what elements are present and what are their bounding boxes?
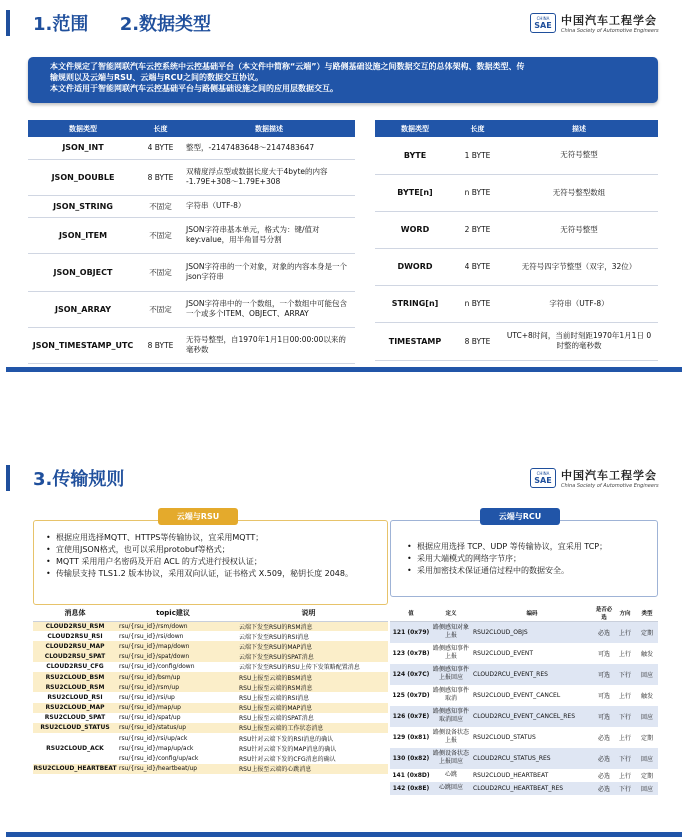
cell-type: WORD — [375, 211, 455, 248]
cell-kind: 回应 — [636, 782, 658, 795]
cell-desc: JSON字符串基本单元，格式为：键/值对 key:value，用半角冒号分割 — [183, 217, 355, 253]
sae-badge-icon — [530, 13, 556, 33]
cell-type: BYTE — [375, 137, 455, 174]
cell-kind: 定期 — [640, 772, 653, 780]
table-row — [33, 621, 388, 631]
cell-type: JSON_DOUBLE — [28, 159, 138, 195]
logo-badge-top: CHINA — [536, 471, 550, 476]
intro-line: 输规则以及云端与RSU、云端与RCU之间的数据交互协议。 — [50, 73, 263, 82]
table-row — [33, 652, 388, 662]
logo-badge-sae: SAE — [534, 21, 552, 30]
col-header: 方向 — [614, 605, 636, 622]
cell-definition: 路侧设备状态上报 — [432, 729, 469, 744]
cell-required: 可选 — [594, 706, 614, 727]
cell-desc: 无符号四字节整型（双字，32位） — [500, 248, 658, 285]
cell-definition: 心跳回应 — [432, 782, 470, 795]
col-header: 数据描述 — [183, 120, 355, 137]
cell-desc: RSU针对云端下发的MAP消息的确认 — [239, 745, 337, 753]
col-header: topic建议 — [117, 605, 229, 621]
cell-value: 125 (0x7D) — [392, 691, 430, 699]
cell-desc: RSU上报至云端的RSM消息 — [229, 682, 388, 692]
cell-length: 不固定 — [138, 195, 183, 217]
list-item: • 根据应用选择MQTT、HTTPS等传输协议，宜采用MQTT； — [44, 532, 379, 544]
cell-type: JSON_ITEM — [28, 217, 138, 253]
cell-code: RSU2CLOUD_EVENT — [473, 649, 534, 657]
cell-desc: 云端下发至RSU的RSM消息 — [229, 621, 388, 631]
rcu-rules-list — [405, 541, 655, 577]
cell-topic: rsu/{rsu_id}/rsm/up — [117, 682, 229, 692]
cell-direction: 上行 — [618, 772, 631, 780]
cell-code: RSU2CLOUD_STATUS — [473, 733, 536, 741]
cell-desc: 无符号整型 — [500, 211, 658, 248]
cell-message: CLOUD2RSU_CFG — [46, 663, 104, 671]
table-row — [375, 285, 658, 322]
cell-kind: 触发 — [640, 692, 653, 700]
table-row — [375, 322, 658, 360]
csae-logo — [530, 467, 659, 489]
cell-desc: RSU上报至云端的SPAT消息 — [239, 715, 314, 723]
table-row — [28, 327, 355, 363]
cell-direction: 下行 — [614, 748, 636, 769]
cell-topic: rsu/{rsu_id}/rsi/up — [119, 693, 175, 701]
logo-en-name: China Society of Automotive Engineers — [561, 28, 659, 34]
table-row — [375, 137, 658, 174]
table-row — [28, 291, 355, 327]
cell-code: CLOUD2RCU_HEARTBEAT_RES — [470, 782, 594, 795]
cell-desc: RSU针对云端下发的CFG消息的确认 — [239, 756, 336, 764]
cell-topic: rsu/{rsu_id}/heartbeat/up — [117, 764, 229, 774]
cell-topic: rsu/{rsu_id}/map/down — [117, 641, 229, 651]
cell-kind: 定期 — [640, 734, 653, 742]
col-header: 定义 — [432, 605, 470, 622]
cell-message: RSU2CLOUD_BSM — [33, 672, 117, 682]
title-accent-bar — [6, 465, 10, 491]
cell-message — [33, 753, 117, 763]
cell-desc: 无符号整型数组 — [500, 174, 658, 211]
cell-desc: 云端下发至RSU的MAP消息 — [229, 641, 388, 651]
slide-title: 3.传输规则 — [33, 469, 125, 490]
table-row — [28, 195, 355, 217]
cell-definition: 心跳 — [444, 771, 457, 778]
cell-message: CLOUD2RSU_RSI — [47, 632, 103, 640]
cell-definition: 路侧感知事件取消回应 — [432, 706, 470, 727]
cell-value: 124 (0x7C) — [390, 664, 432, 685]
col-header: 说明 — [229, 605, 388, 621]
cell-definition: 路侧感知事件取消 — [432, 687, 469, 702]
cell-length: 4 BYTE — [138, 137, 183, 159]
cell-desc: 字符串（UTF-8） — [500, 285, 658, 322]
cell-length: n BYTE — [455, 174, 500, 211]
cell-desc: 双精度浮点型或数据长度大于4byte的内容 -1.79E+308～1.79E+308 — [183, 159, 355, 195]
col-header: 描述 — [500, 120, 658, 137]
col-header: 是否必选 — [595, 607, 613, 621]
cell-desc: 整型，-2147483648～2147483647 — [183, 137, 355, 159]
table-row — [33, 672, 388, 682]
cell-length: 8 BYTE — [138, 159, 183, 195]
cell-definition: 路侧感知对象上报 — [432, 622, 470, 643]
cell-kind: 回应 — [636, 664, 658, 685]
cell-type: JSON_STRING — [28, 195, 138, 217]
cell-desc: 无符号整型 — [500, 137, 658, 174]
cell-length: n BYTE — [455, 285, 500, 322]
table-row — [390, 727, 658, 748]
cell-length: 1 BYTE — [455, 137, 500, 174]
cell-desc: 字符串（UTF-8） — [183, 195, 355, 217]
slide-scope-datatypes — [0, 0, 686, 375]
cell-value: 121 (0x79) — [390, 622, 432, 643]
json-datatype-table — [28, 120, 355, 364]
table-row — [390, 706, 658, 727]
cell-value: 126 (0x7E) — [390, 706, 432, 727]
list-item: • MQTT 采用用户名密码及开启 ACL 的方式进行授权认证； — [44, 556, 379, 568]
cell-code: CLOUD2RCU_EVENT_CANCEL_RES — [470, 706, 594, 727]
table-row — [33, 682, 388, 692]
cell-desc: JSON字符串的一个对象，对象的内容本身是一个json字符串 — [183, 253, 355, 291]
cell-code: RSU2CLOUD_EVENT_CANCEL — [473, 691, 561, 699]
cell-kind: 触发 — [640, 650, 653, 658]
cell-length: 不固定 — [138, 217, 183, 253]
cell-length: 不固定 — [138, 291, 183, 327]
table-row — [28, 137, 355, 159]
logo-badge-top: CHINA — [536, 16, 550, 21]
binary-datatype-table — [375, 120, 658, 361]
sae-badge-icon — [530, 468, 556, 488]
intro-line: 本文件规定了智能网联汽车云控系统中云控基础平台（本文件中简称“云端”）与路侧基础设施之间数据交互的总体架构、数据类型、传 — [50, 62, 525, 71]
cell-value: 141 (0x8D) — [392, 771, 430, 779]
cell-desc: RSU上报至云端的MAP消息 — [229, 703, 388, 713]
cell-message: RSU2CLOUD_STATUS — [33, 723, 117, 733]
cell-required: 必选 — [597, 734, 610, 742]
cell-topic: rsu/{rsu_id}/spat/up — [119, 714, 181, 722]
cell-message: RSU2CLOUD_RSI — [47, 693, 103, 701]
table-row — [28, 159, 355, 195]
table-row — [33, 662, 388, 672]
cell-message: RSU2CLOUD_RSM — [33, 682, 117, 692]
cell-topic: rsu/{rsu_id}/config/down — [119, 663, 195, 671]
cell-desc: 云端下发至RSU的SPAT消息 — [229, 652, 388, 662]
table-row — [33, 703, 388, 713]
table-row — [33, 733, 388, 743]
cell-desc: 云端下发至RSU的RSI消息 — [239, 633, 310, 641]
cell-kind: 回应 — [636, 748, 658, 769]
cell-length: 不固定 — [138, 253, 183, 291]
table-row — [375, 248, 658, 285]
table-row — [33, 743, 388, 753]
table-row — [28, 217, 355, 253]
cell-topic: rsu/{rsu_id}/rsi/up/ack — [119, 734, 188, 742]
rcu-panel-label: 云端与RCU — [480, 508, 560, 525]
slide-transport-rules — [0, 455, 686, 838]
cell-topic: rsu/{rsu_id}/map/up — [117, 703, 229, 713]
cell-topic: rsu/{rsu_id}/map/up/ack — [119, 744, 194, 752]
slide-title: 1.范围 2.数据类型 — [33, 14, 212, 35]
scope-intro-box — [28, 57, 658, 103]
table-row — [28, 253, 355, 291]
cell-direction: 上行 — [614, 622, 636, 643]
cell-type: BYTE[n] — [375, 174, 455, 211]
col-header: 值 — [390, 605, 432, 622]
cell-desc: JSON字符串中的一个数组，一个数组中可能包含一个或多个ITEM、OBJECT、ARRAY — [183, 291, 355, 327]
cell-message: RSU2CLOUD_HEARTBEAT — [33, 765, 117, 773]
list-item: • 根据应用选择 TCP、UDP 等传输协议，宜采用 TCP； — [405, 541, 655, 553]
list-item: • 采用加密技术保证通信过程中的数据安全。 — [405, 565, 655, 577]
table-row — [390, 622, 658, 643]
cell-required: 可选 — [594, 664, 614, 685]
cell-length: 4 BYTE — [455, 248, 500, 285]
cell-type: DWORD — [375, 248, 455, 285]
cell-type: JSON_OBJECT — [28, 253, 138, 291]
cell-topic: rsu/{rsu_id}/spat/down — [117, 652, 229, 662]
table-row — [33, 713, 388, 723]
cell-type: JSON_ARRAY — [28, 291, 138, 327]
cell-direction: 下行 — [614, 782, 636, 795]
table-row — [375, 211, 658, 248]
cell-desc: 云端下发至RSU的RSU上传下发策略配置消息 — [239, 664, 360, 672]
cell-direction: 上行 — [618, 692, 631, 700]
table-row — [390, 664, 658, 685]
table-row — [390, 769, 658, 782]
logo-cn-name: 中国汽车工程学会 — [561, 14, 657, 27]
cell-required: 必选 — [594, 622, 614, 643]
cell-value: 129 (0x81) — [392, 733, 430, 741]
cell-message: RSU2CLOUD_ACK — [46, 744, 104, 752]
rsu-panel-label: 云端与RSU — [158, 508, 238, 525]
cell-value: 142 (0x8E) — [390, 782, 432, 795]
cell-definition: 路侧设备状态上报回应 — [432, 748, 470, 769]
slide-bottom-band — [6, 832, 682, 837]
table-row — [33, 692, 388, 702]
cell-message: CLOUD2RSU_RSM — [33, 621, 117, 631]
cell-direction: 下行 — [614, 706, 636, 727]
cell-length: 8 BYTE — [138, 327, 183, 363]
cell-code: RSU2CLOUD_HEARTBEAT — [473, 771, 549, 779]
cell-topic: rsu/{rsu_id}/bsm/up — [117, 672, 229, 682]
cell-type: JSON_TIMESTAMP_UTC — [28, 327, 138, 363]
cell-required: 可选 — [597, 650, 610, 658]
rcu-code-table — [390, 605, 658, 795]
cell-desc: RSU针对云端下发的RSI消息的确认 — [239, 735, 334, 743]
col-header: 长度 — [138, 120, 183, 137]
cell-desc: UTC+8时间，当前时刻距1970年1月1日 0时整的毫秒数 — [500, 322, 658, 360]
col-header: 消息体 — [33, 605, 117, 621]
cell-desc: RSU上报至云端的心跳消息 — [229, 764, 388, 774]
cell-type: STRING[n] — [375, 285, 455, 322]
cell-kind: 定期 — [636, 622, 658, 643]
cell-message: RSU2CLOUD_MAP — [33, 703, 117, 713]
cell-desc: 无符号整型，自1970年1月1日00:00:00以来的毫秒数 — [183, 327, 355, 363]
cell-message: CLOUD2RSU_MAP — [33, 641, 117, 651]
cell-topic: rsu/{rsu_id}/status/up — [117, 723, 229, 733]
cell-required: 可选 — [597, 692, 610, 700]
list-item: • 采用大端模式的网络字节序； — [405, 553, 655, 565]
col-header: 长度 — [455, 120, 500, 137]
table-row — [33, 641, 388, 651]
cell-type: TIMESTAMP — [375, 322, 455, 360]
table-row — [390, 685, 658, 706]
cell-message: RSU2CLOUD_SPAT — [44, 714, 106, 722]
cell-direction: 下行 — [614, 664, 636, 685]
table-row — [33, 753, 388, 763]
cell-direction: 上行 — [618, 734, 631, 742]
cell-value: 130 (0x82) — [390, 748, 432, 769]
cell-type: JSON_INT — [28, 137, 138, 159]
table-row — [33, 723, 388, 733]
cell-required: 必选 — [594, 748, 614, 769]
table-row — [390, 643, 658, 664]
cell-code: CLOUD2RCU_STATUS_RES — [470, 748, 594, 769]
table-row — [33, 764, 388, 774]
intro-line: 本文件适用于智能网联汽车云控基础平台与路侧基础设施之间的应用层数据交互。 — [50, 84, 338, 93]
table-row — [390, 748, 658, 769]
cell-desc: RSU上报至云端的RSI消息 — [239, 694, 310, 702]
cell-required: 必选 — [597, 772, 610, 780]
title-accent-bar — [6, 10, 10, 36]
cell-code: CLOUD2RCU_EVENT_RES — [470, 664, 594, 685]
cell-required: 必选 — [594, 782, 614, 795]
col-header: 数据类型 — [375, 120, 455, 137]
table-row — [390, 782, 658, 795]
cell-definition: 路侧感知事件上报 — [432, 645, 469, 660]
logo-en-name: China Society of Automotive Engineers — [561, 483, 659, 489]
cell-length: 8 BYTE — [455, 322, 500, 360]
cell-length: 2 BYTE — [455, 211, 500, 248]
col-header: 类型 — [636, 605, 658, 622]
list-item: • 宜使用JSON格式，也可以采用protobuf等格式； — [44, 544, 379, 556]
list-item: • 传输层支持 TLS1.2 版本协议，采用双向认证，证书格式 X.509，秘钥长度 2048。 — [44, 568, 379, 580]
cell-direction: 上行 — [618, 650, 631, 658]
cell-kind: 回应 — [636, 706, 658, 727]
cell-desc: RSU上报至云端的工作状态消息 — [229, 723, 388, 733]
rsu-rules-list — [44, 532, 379, 580]
cell-definition: 路侧感知事件上报回应 — [432, 664, 470, 685]
cell-value: 123 (0x7B) — [392, 649, 430, 657]
table-row — [375, 174, 658, 211]
cell-message — [33, 733, 117, 743]
logo-badge-sae: SAE — [534, 476, 552, 485]
cell-message: CLOUD2RSU_SPAT — [33, 652, 117, 662]
cell-code: RSU2CLOUD_OBJS — [470, 622, 594, 643]
cell-desc: RSU上报至云端的BSM消息 — [229, 672, 388, 682]
col-header: 数据类型 — [28, 120, 138, 137]
table-row — [33, 631, 388, 641]
logo-cn-name: 中国汽车工程学会 — [561, 469, 657, 482]
cell-topic: rsu/{rsu_id}/rsi/down — [119, 632, 184, 640]
rsu-topic-table — [33, 605, 388, 774]
slide-bottom-band — [6, 367, 682, 372]
cell-topic: rsu/{rsu_id}/config/up/ack — [119, 755, 199, 763]
cell-topic: rsu/{rsu_id}/rsm/down — [117, 621, 229, 631]
csae-logo — [530, 12, 659, 34]
col-header: 编码 — [470, 605, 594, 622]
